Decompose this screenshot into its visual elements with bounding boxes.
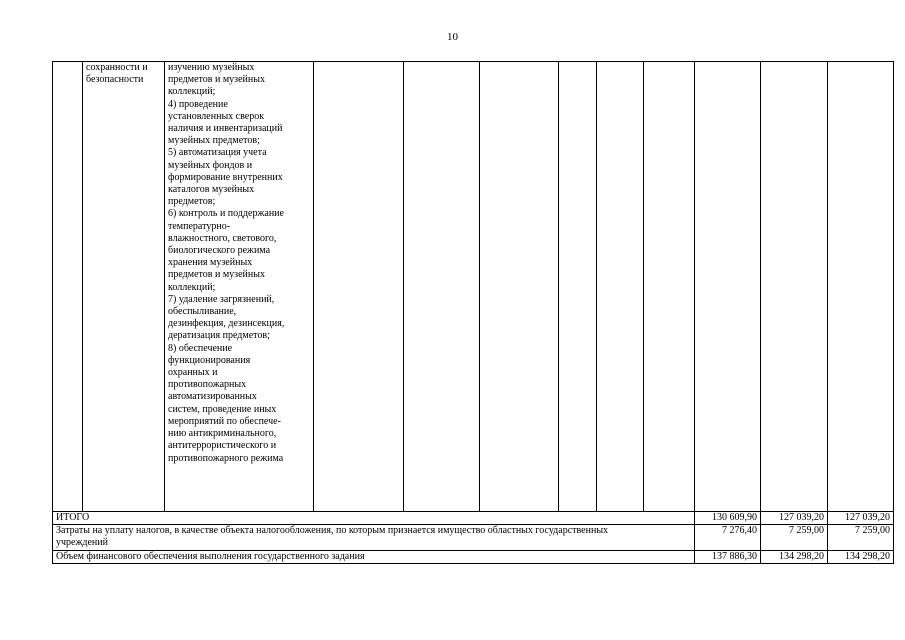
taxes-value-1: 7 276,40 [695, 525, 761, 550]
itogo-value-2: 127 039,20 [761, 512, 828, 525]
cell-empty-4 [314, 62, 404, 512]
financing-table [52, 61, 894, 564]
cell-task-list: изучению музейных предметов и музейных коллекций; 4) проведение установленных сверок наличия и инвентаризаций музейных предметов; 5) автоматизация учета музейных фондов и формирование внутренних каталогов музейных предметов; 6) контроль и поддержание температурно- влажностного, светового, биологического режима хранения музейных предметов и музейных коллекций; 7) удаление загрязнений, обеспыливание, дезинфекция, дезинсекция, дератизация предметов; 8) обеспечение функционирования охранных и противопожарных автоматизированных систем, проведение иных мероприятий по обеспече- нию антикриминального, антитеррористического и противопожарного режима [165, 62, 314, 512]
itogo-label: ИТОГО [53, 512, 695, 525]
itogo-value-1: 130 609,90 [695, 512, 761, 525]
total-value-2: 134 298,20 [761, 550, 828, 563]
table-row-itogo [53, 512, 894, 525]
table-row-taxes [53, 525, 894, 550]
cell-empty-12 [828, 62, 894, 512]
table-row-service-detail [53, 62, 894, 512]
taxes-value-3: 7 259,00 [828, 525, 894, 550]
table-row-total [53, 550, 894, 563]
cell-empty-10 [695, 62, 761, 512]
cell-empty-6 [480, 62, 559, 512]
cell-empty-8 [597, 62, 644, 512]
cell-purpose: сохранности и безопасности [83, 62, 165, 512]
total-label: Объем финансового обеспечения выполнения государственного задания [53, 550, 695, 563]
page-number: 10 [447, 31, 458, 43]
itogo-value-3: 127 039,20 [828, 512, 894, 525]
taxes-label: Затраты на уплату налогов, в качестве объекта налогообложения, по которым признается имущество областных государственных учреждений [53, 525, 695, 550]
cell-empty-5 [404, 62, 480, 512]
taxes-value-2: 7 259,00 [761, 525, 828, 550]
cell-empty-11 [761, 62, 828, 512]
cell-empty-9 [644, 62, 695, 512]
total-value-3: 134 298,20 [828, 550, 894, 563]
cell-empty-1 [53, 62, 83, 512]
cell-empty-7 [559, 62, 597, 512]
total-value-1: 137 886,30 [695, 550, 761, 563]
